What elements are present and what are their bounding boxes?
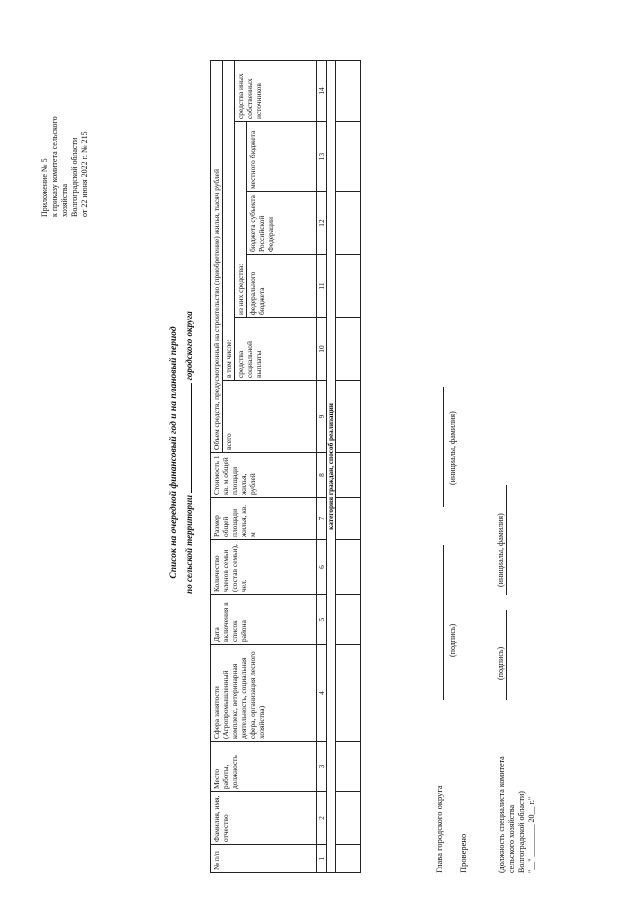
empty-cell: [336, 645, 361, 742]
empty-cell: [336, 255, 361, 318]
header-of-them: из них средства:: [235, 122, 247, 318]
subtitle-suffix: городского округа: [184, 311, 194, 381]
checked-label: Проверено: [458, 833, 468, 873]
subtitle-blank-line: [182, 383, 192, 493]
empty-cell: [336, 845, 361, 873]
specialist-line: сельского хозяйства: [507, 804, 516, 873]
column-number: 13: [317, 122, 327, 192]
column-number: 12: [317, 192, 327, 255]
column-number: 3: [317, 742, 327, 792]
empty-cell: [336, 742, 361, 792]
column-number: 2: [317, 792, 327, 845]
empty-cell: [336, 60, 361, 121]
header-regional: бюджета субъекта Российской Федерации: [247, 192, 317, 255]
date-line: "__" ________ 20__ г.": [527, 796, 536, 873]
initials-hint: (инициалы, фамилия): [496, 513, 505, 587]
category-label: категория граждан, способ реализации: [327, 60, 336, 872]
column-number: 7: [317, 498, 327, 540]
empty-cell: [336, 792, 361, 845]
empty-cell: [336, 192, 361, 255]
empty-cell: [336, 498, 361, 540]
column-number: 6: [317, 540, 327, 595]
column-number: 10: [317, 318, 327, 381]
header-no: № п/п: [211, 845, 317, 873]
specialist-line: (должность специалиста комитета: [497, 756, 506, 873]
column-number: 14: [317, 60, 327, 121]
appendix-line: хозяйства: [60, 183, 69, 217]
header-date: Дата включения в список района: [211, 595, 317, 645]
empty-cell: [336, 453, 361, 498]
empty-cell: [336, 595, 361, 645]
header-including: в том числе:: [223, 60, 235, 380]
header-area: Размер общей площади жилья, кв. м: [211, 498, 317, 540]
initials-hint: (инициалы, фамилия): [448, 411, 457, 485]
specialist-line: Волгоградской области): [517, 791, 526, 873]
document-title: Список на очередной финансовый год и на плановый период: [169, 326, 179, 579]
signature-hint: (подпись): [448, 623, 457, 657]
list-table: [210, 60, 361, 873]
empty-cell: [336, 540, 361, 595]
header-sphere: Сфера занятости (Агропромышленный комплекс, ветеринарная деятельность, социальная сфера, организация лесного хозяйства): [211, 645, 317, 742]
header-federal: федерального бюджета: [247, 255, 317, 318]
signature-hint: (подпись): [496, 646, 505, 680]
column-number: 1: [317, 845, 327, 873]
appendix-line: Волгоградской области: [70, 137, 79, 217]
appendix-note: [40, 116, 90, 217]
column-number: 4: [317, 645, 327, 742]
signature-line: [443, 545, 444, 700]
appendix-line: от 22 июня 2022 г. № 215: [80, 131, 89, 217]
subtitle-prefix: по сельской территории: [184, 494, 194, 594]
column-number: 9: [317, 381, 327, 453]
header-own: средства иных собственных источников: [235, 60, 317, 121]
header-total: всего: [223, 381, 317, 453]
column-number-row: [317, 60, 327, 872]
header-social: средства социальной выплаты: [235, 318, 317, 381]
header-volume: Объем средств, предусмотренный на строительство (приобретение) жилья, тысяч рублей: [211, 60, 223, 452]
empty-cell: [336, 122, 361, 192]
appendix-line: Приложение № 5: [40, 158, 49, 217]
header-family: Количество членов семьи (состав семьи), чел.: [211, 540, 317, 595]
header-work: Место работы, должность: [211, 742, 317, 792]
initials-line: [443, 387, 444, 507]
initials-line: [506, 485, 507, 595]
header-name: Фамилия, имя, отчество: [211, 792, 317, 845]
appendix-line: к приказу комитета сельского: [50, 116, 59, 217]
header-cost: Стоимость 1 кв. м общей площади жилья, рублей: [211, 453, 317, 498]
header-local: местного бюджета: [247, 122, 317, 192]
empty-cell: [336, 381, 361, 453]
column-number: 5: [317, 595, 327, 645]
head-label: Глава городского округа: [434, 785, 444, 873]
column-number: 8: [317, 453, 327, 498]
header-row: [211, 60, 223, 872]
empty-cell: [336, 318, 361, 381]
column-number: 11: [317, 255, 327, 318]
empty-row: [336, 60, 361, 872]
document-subtitle: [182, 0, 195, 905]
signature-line: [506, 610, 507, 700]
category-row: [327, 60, 336, 872]
